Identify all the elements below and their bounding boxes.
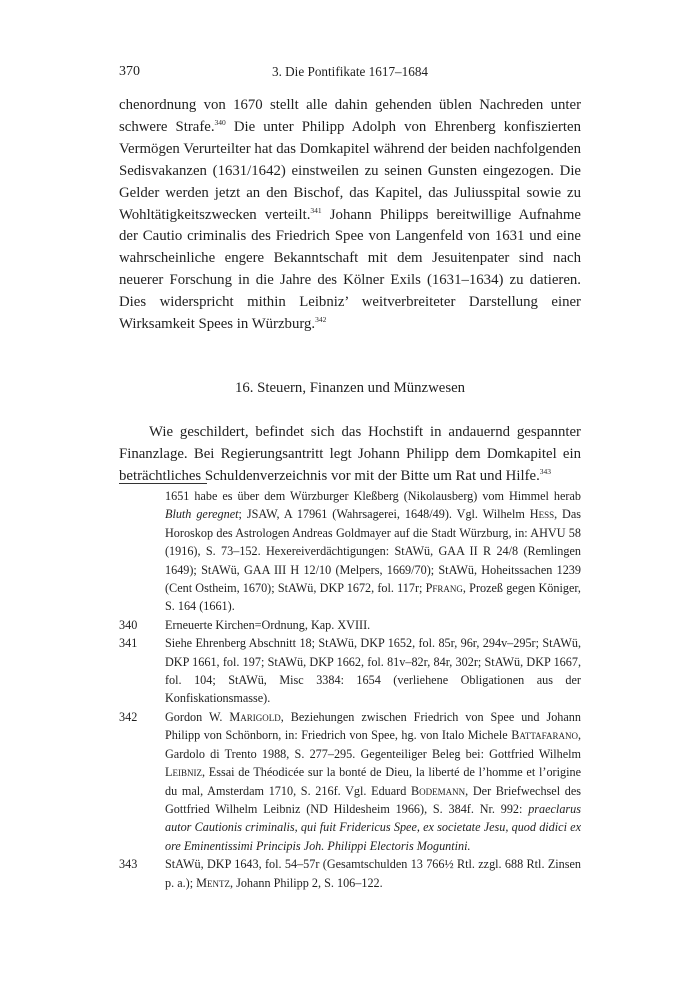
footnote-number: 343 — [119, 857, 138, 872]
footnote-number: 341 — [119, 636, 138, 651]
text-span: 1651 habe es über dem Würzburger Kleßberg (Nikolausberg) vom Himmel herab — [165, 489, 581, 503]
italic-text: praeclarus autor Cautionis criminalis, qui fuit Fridericus Spee, ex societate Jesu, quod didici ex ore Eminentissimi Principis Joh. Philippi Electoris Moguntini. — [165, 801, 581, 853]
paragraph — [119, 422, 581, 488]
page-number: 370 — [119, 64, 140, 79]
author-name: Battafarano — [511, 728, 578, 743]
text-span: Gordon W. — [165, 709, 230, 724]
text-span: , Gardolo di Trento 1988, S. 277–295. Gegenteiliger Beleg bei: Gottfried Wilhelm — [165, 728, 581, 761]
footnote-ref[interactable]: 340 — [214, 117, 226, 127]
footnote-342 — [119, 708, 581, 855]
section-heading: 16. Steuern, Finanzen und Münzwesen — [234, 379, 466, 396]
footnote-343 — [119, 855, 581, 892]
footnote-341 — [119, 634, 581, 708]
footnote-340 — [119, 616, 581, 634]
text-span: ; JSAW, A 17961 (Wahrsagerei, 1648/49). Vgl. Wilhelm — [238, 507, 530, 522]
text-span: , Prozeß gegen Königer, S. 164 (1661). — [165, 581, 581, 614]
author-name: Pfrang — [425, 581, 463, 596]
footnote-text: Siehe Ehrenberg Abschnitt 18; StAWü, DKP 1652, fol. 85r, 96r, 294v–295r; StAWü, DKP 1661, fol. 197; StAWü, DKP 1662, fol. 81v–82r, 84r, 302r; StAWü, DKP 1667, fol. 104; StAWü, Misc 3384: 1654 (verliehene Obligationen aus der Konfiskationsmasse). — [165, 636, 581, 706]
text-span: chenordnung von 1670 stellt alle dahin gehenden üblen Nachreden unter schwere Strafe. — [119, 97, 581, 135]
text-span: Johann Philipps bereitwillige Aufnahme der Cautio criminalis des Friedrich Spee von Langenfeld von 1631 und eine wahrscheinliche engere Bekanntschaft mit dem Jesuitenpater sind nach neuerer Forschung in die Jahre des Kölner Exils (1631–1634) zu datieren. Dies widerspricht mithin Leibniz’ weitverbreiteter Darstellung einer Wirksamkeit Spees in Würzburg. — [119, 206, 581, 333]
author-name: Bodemann — [411, 783, 466, 798]
footnote-ref[interactable]: 342 — [315, 315, 327, 325]
footnote-ref[interactable]: 343 — [539, 466, 552, 476]
text-span: StAWü, DKP 1643, fol. 54–57r (Gesamtschulden 13 766½ Rtl. zzgl. 688 Rtl. Zinsen p. a.); — [165, 857, 581, 890]
footnote-number: 340 — [119, 617, 138, 632]
author-name: Leibniz — [165, 765, 202, 780]
footnote-divider — [119, 483, 207, 484]
text-span: Die unter Philipp Adolph von Ehrenberg konfiszierten Vermögen Verurteilter hat das Domkapitel während der beiden nachfolgenden Sedisvakanzen (1631/1642) einstweilen zu seinen Gunsten eingezogen. Die Gelder werden jetzt an den Bischof, das Kapitel, das Juliusspital sowie zu Wohltätigkeitszwecken verteilt. — [119, 118, 581, 223]
author-name: Mentz — [196, 875, 230, 890]
text-span: , Beziehungen zwischen Friedrich von Spee und Johann Philipp von Schönborn, in: Friedrich von Spee, hg. von Italo Michele — [165, 709, 581, 743]
text-span: Wie geschildert, befindet sich das Hochstift in andauernd gespannter Finanzlage. Bei Regierungsantritt legt Johann Philipp dem Domkapitel ein beträchtliches Schuldenverzeichnis vor mit der Bitte um Rat und Hilfe. — [119, 423, 581, 484]
text-span: , Essai de Théodicée sur la bonté de Dieu, la liberté de l’homme et l’origine du mal, Amsterdam 1710, S. 216f. Vgl. Eduard — [165, 765, 581, 798]
italic-text: Bluth geregnet — [165, 507, 239, 522]
footnotes — [119, 487, 581, 892]
text-span: , Der Briefwechsel des Gottfried Wilhelm Leibniz (ND Hildesheim 1966), S. 384f. Nr. 992: — [165, 783, 582, 816]
footnote-continuation — [119, 487, 581, 616]
footnote-text: Erneuerte Kirchen=Ordnung, Kap. XVIII. — [165, 617, 371, 632]
running-header: 3. Die Pontifikate 1617–1684 — [271, 64, 429, 79]
author-name: Hess — [529, 507, 555, 522]
main-text — [119, 95, 581, 488]
paragraph — [119, 95, 581, 336]
text-span: , Das Horoskop des Astrologen Andreas Goldmayer auf die Stadt Würzburg, in: AHVU 58 (1916), S. 73–152. Hexereiverdächtigungen: StAWü, GAA II R 24/8 (Remlingen 1649); StAWü, GAA III H 12/10 (Melpers, 1669/70); StAWü, Hoheitssachen 1239 (Cent Ostheim, 1670); StAWü, DKP 1672, fol. 117r; — [165, 507, 581, 596]
footnote-number: 342 — [119, 709, 138, 724]
text-span: , Johann Philipp 2, S. 106–122. — [229, 875, 383, 890]
author-name: Marigold — [229, 709, 281, 724]
footnote-ref[interactable]: 341 — [310, 205, 322, 215]
